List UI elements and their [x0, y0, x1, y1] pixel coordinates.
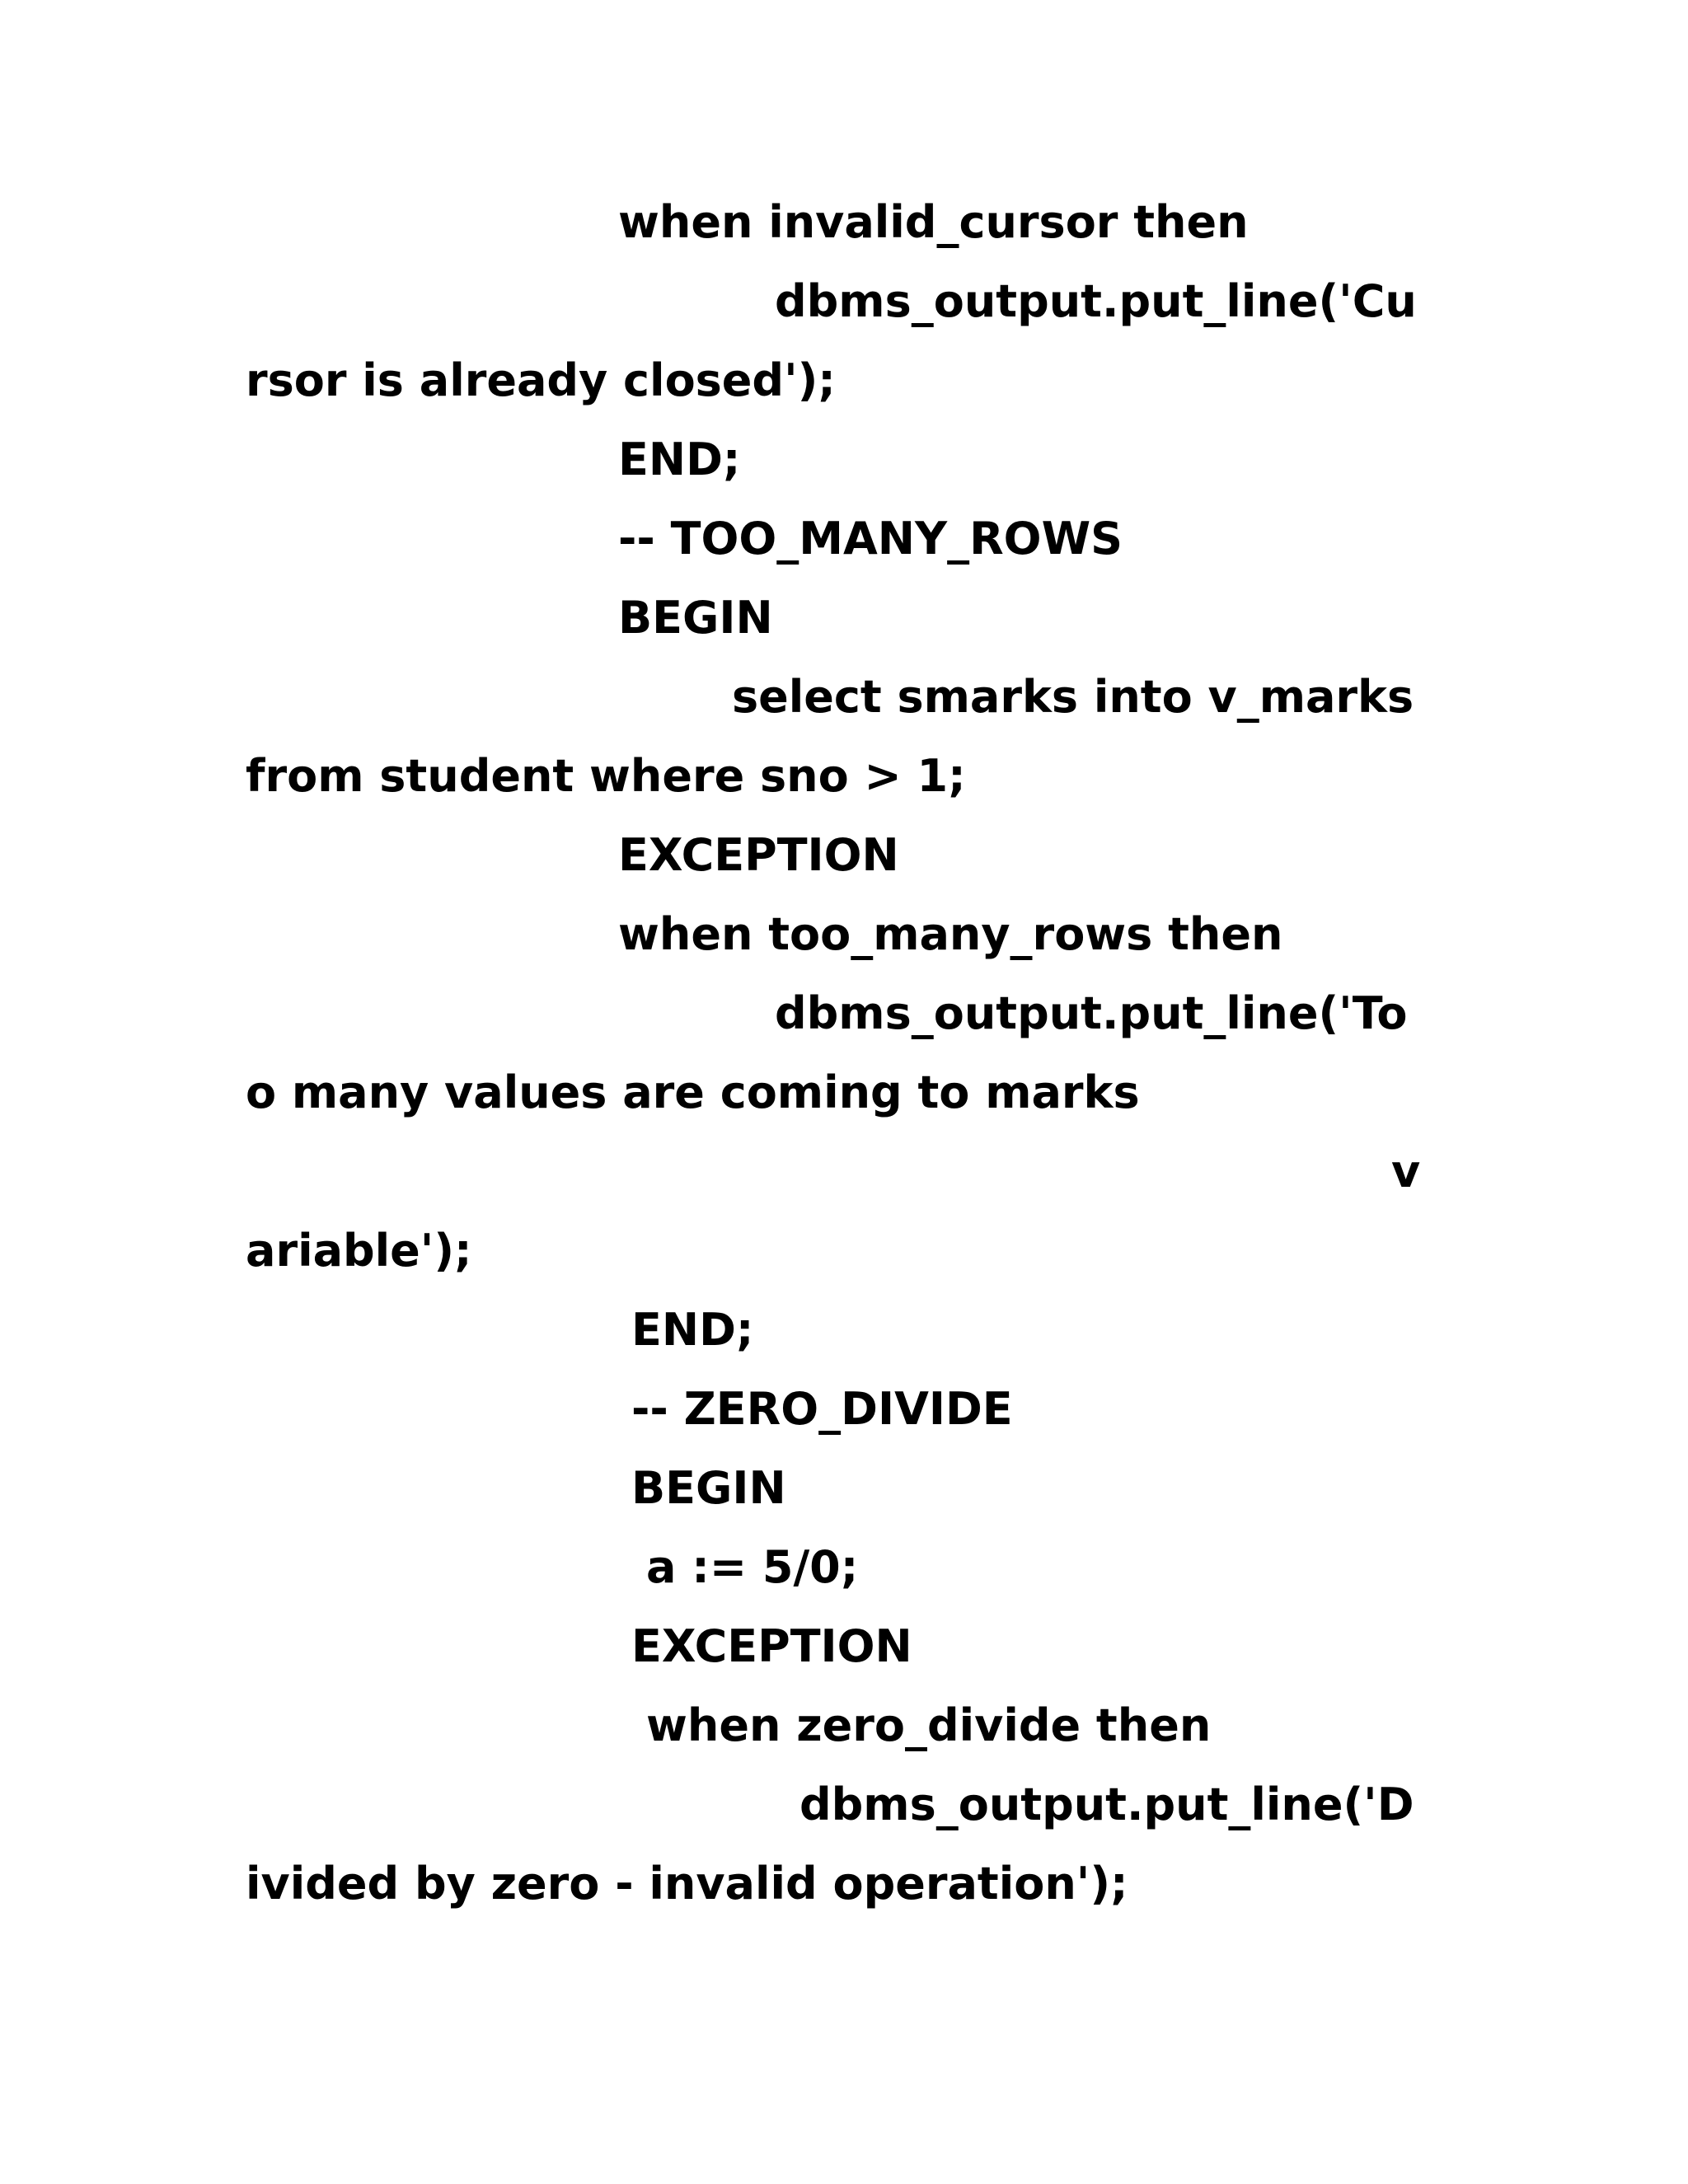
code-line: select smarks into v_marks — [732, 671, 1414, 723]
code-line: a := 5/0; — [646, 1541, 859, 1593]
code-line: o many values are coming to marks — [246, 1066, 1140, 1118]
code-line: when too_many_rows then — [618, 908, 1283, 960]
code-line: BEGIN — [618, 592, 773, 644]
code-line: when invalid_cursor then — [618, 196, 1249, 248]
code-line: EXCEPTION — [618, 829, 899, 881]
code-line: ivided by zero - invalid operation'); — [246, 1858, 1128, 1910]
code-line: EXCEPTION — [631, 1620, 912, 1672]
code-comment: -- TOO_MANY_ROWS — [618, 513, 1123, 565]
code-line: when zero_divide then — [646, 1699, 1212, 1751]
code-line: ariable'); — [246, 1225, 472, 1277]
code-line: v — [1391, 1146, 1421, 1197]
code-line: rsor is already closed'); — [246, 354, 836, 406]
code-comment: -- ZERO_DIVIDE — [631, 1383, 1013, 1435]
code-line: dbms_output.put_line('D — [799, 1779, 1414, 1830]
code-line: BEGIN — [631, 1462, 786, 1514]
code-line: END; — [618, 434, 741, 485]
code-line: END; — [631, 1304, 754, 1356]
code-line: dbms_output.put_line('Cu — [775, 275, 1417, 327]
code-line: from student where sno > 1; — [246, 750, 966, 802]
code-line: dbms_output.put_line('To — [775, 987, 1408, 1039]
